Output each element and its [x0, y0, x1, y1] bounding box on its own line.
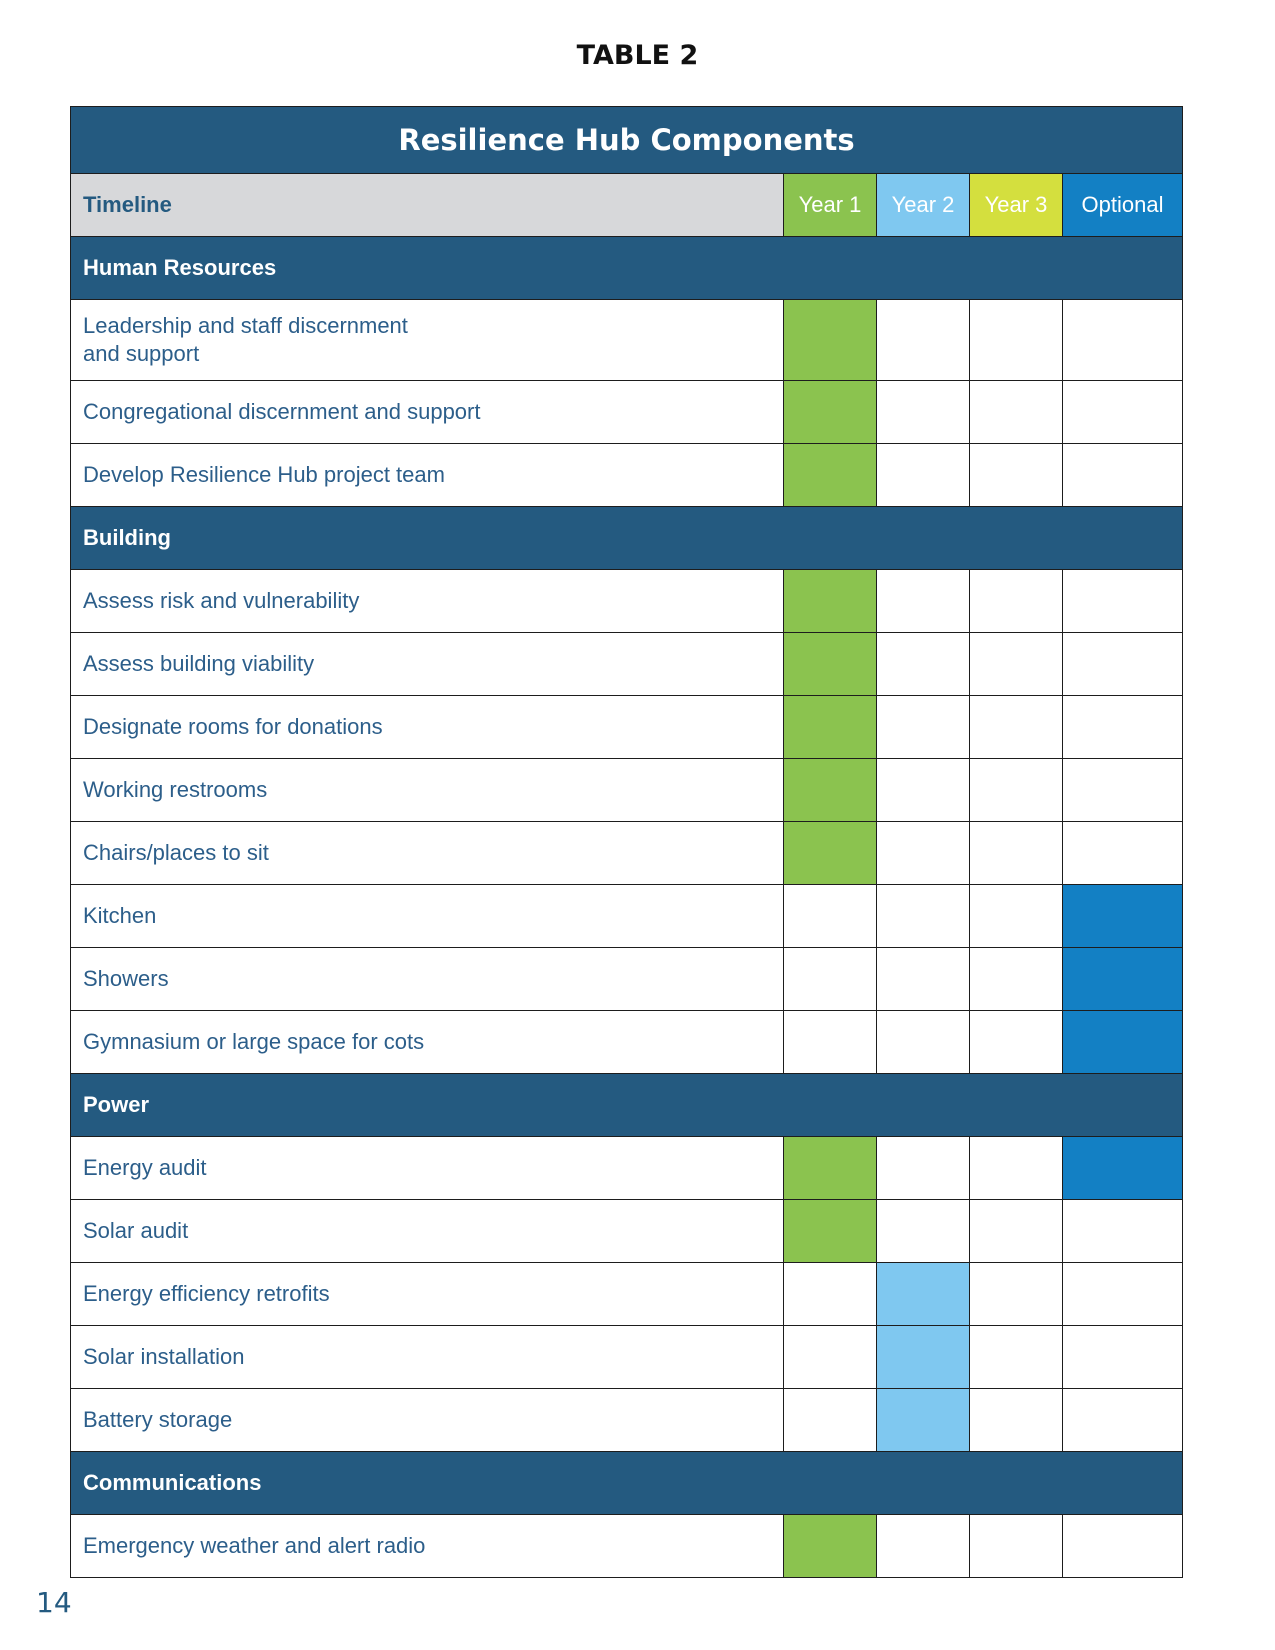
- timeline-cell-optional-empty: [1063, 1515, 1183, 1578]
- timeline-cell-optional-empty: [1063, 633, 1183, 696]
- timeline-cell-optional-empty: [1063, 1200, 1183, 1263]
- timeline-cell-year-1-marked: [784, 822, 877, 885]
- column-header-optional: Optional: [1063, 174, 1183, 237]
- section-header: Human Resources: [71, 237, 1183, 300]
- table-row: [71, 1263, 1183, 1326]
- table-title-row: [71, 107, 1183, 174]
- timeline-cell-year-3-empty: [970, 570, 1063, 633]
- table-row: [71, 1515, 1183, 1578]
- timeline-cell-year-3-empty: [970, 885, 1063, 948]
- row-label: Working restrooms: [71, 759, 784, 822]
- timeline-cell-year-1-empty: [784, 1326, 877, 1389]
- table-row: [71, 300, 1183, 381]
- timeline-cell-year-3-empty: [970, 1389, 1063, 1452]
- timeline-cell-year-2-empty: [877, 1011, 970, 1074]
- timeline-header-row: [71, 174, 1183, 237]
- row-label: Energy audit: [71, 1137, 784, 1200]
- timeline-cell-year-3-empty: [970, 1011, 1063, 1074]
- row-label: Kitchen: [71, 885, 784, 948]
- timeline-cell-year-3-empty: [970, 1200, 1063, 1263]
- timeline-cell-year-3-empty: [970, 1326, 1063, 1389]
- column-header-year-3: Year 3: [970, 174, 1063, 237]
- section-row: [71, 1074, 1183, 1137]
- table-row: [71, 885, 1183, 948]
- page-number: 14: [36, 1586, 72, 1619]
- timeline-cell-year-3-empty: [970, 300, 1063, 381]
- timeline-cell-optional-empty: [1063, 300, 1183, 381]
- row-label: Battery storage: [71, 1389, 784, 1452]
- timeline-cell-year-3-empty: [970, 759, 1063, 822]
- timeline-cell-year-1-marked: [784, 1515, 877, 1578]
- timeline-cell-year-2-empty: [877, 1137, 970, 1200]
- timeline-cell-optional-empty: [1063, 570, 1183, 633]
- resilience-hub-table: [70, 106, 1183, 1578]
- row-label: Designate rooms for donations: [71, 696, 784, 759]
- timeline-cell-year-2-empty: [877, 633, 970, 696]
- row-label: Develop Resilience Hub project team: [71, 444, 784, 507]
- timeline-cell-year-3-empty: [970, 822, 1063, 885]
- table-row: [71, 633, 1183, 696]
- table-row: [71, 696, 1183, 759]
- timeline-cell-year-2-empty: [877, 1515, 970, 1578]
- table-row: [71, 1326, 1183, 1389]
- timeline-cell-optional-empty: [1063, 1326, 1183, 1389]
- timeline-cell-year-1-marked: [784, 1200, 877, 1263]
- timeline-cell-optional-empty: [1063, 759, 1183, 822]
- timeline-cell-optional-marked: [1063, 885, 1183, 948]
- row-label: Emergency weather and alert radio: [71, 1515, 784, 1578]
- section-row: [71, 237, 1183, 300]
- timeline-cell-year-3-empty: [970, 1137, 1063, 1200]
- table-row: [71, 1389, 1183, 1452]
- column-header-year-1: Year 1: [784, 174, 877, 237]
- timeline-cell-year-1-marked: [784, 444, 877, 507]
- timeline-cell-optional-empty: [1063, 381, 1183, 444]
- page-heading: TABLE 2: [576, 40, 699, 71]
- timeline-cell-year-2-empty: [877, 948, 970, 1011]
- timeline-cell-year-2-empty: [877, 696, 970, 759]
- timeline-cell-year-1-marked: [784, 300, 877, 381]
- row-label: Gymnasium or large space for cots: [71, 1011, 784, 1074]
- table-row: [71, 1200, 1183, 1263]
- timeline-cell-year-2-empty: [877, 822, 970, 885]
- timeline-cell-year-2-empty: [877, 1200, 970, 1263]
- timeline-cell-year-1-marked: [784, 570, 877, 633]
- timeline-cell-year-3-empty: [970, 633, 1063, 696]
- timeline-cell-year-3-empty: [970, 948, 1063, 1011]
- table-title: Resilience Hub Components: [71, 107, 1183, 174]
- timeline-cell-year-3-empty: [970, 1515, 1063, 1578]
- table-row: [71, 1011, 1183, 1074]
- timeline-cell-year-3-empty: [970, 444, 1063, 507]
- timeline-cell-optional-empty: [1063, 444, 1183, 507]
- timeline-cell-year-1-marked: [784, 633, 877, 696]
- timeline-cell-year-1-marked: [784, 381, 877, 444]
- timeline-cell-optional-empty: [1063, 696, 1183, 759]
- table-row: [71, 948, 1183, 1011]
- row-label: Chairs/places to sit: [71, 822, 784, 885]
- timeline-cell-year-2-empty: [877, 570, 970, 633]
- timeline-cell-optional-marked: [1063, 948, 1183, 1011]
- timeline-cell-year-1-marked: [784, 1137, 877, 1200]
- timeline-cell-optional-empty: [1063, 822, 1183, 885]
- row-label: Assess building viability: [71, 633, 784, 696]
- row-label: Leadership and staff discernment and support: [71, 300, 784, 381]
- section-row: [71, 507, 1183, 570]
- row-label: Solar installation: [71, 1326, 784, 1389]
- timeline-cell-optional-marked: [1063, 1137, 1183, 1200]
- timeline-cell-year-1-marked: [784, 759, 877, 822]
- section-row: [71, 1452, 1183, 1515]
- row-label: Solar audit: [71, 1200, 784, 1263]
- section-header: Power: [71, 1074, 1183, 1137]
- timeline-cell-optional-marked: [1063, 1011, 1183, 1074]
- section-header: Building: [71, 507, 1183, 570]
- timeline-cell-year-2-empty: [877, 885, 970, 948]
- timeline-cell-year-2-empty: [877, 300, 970, 381]
- timeline-cell-year-3-empty: [970, 696, 1063, 759]
- table-row: [71, 822, 1183, 885]
- timeline-cell-year-2-empty: [877, 381, 970, 444]
- table-row: [71, 759, 1183, 822]
- table-row: [71, 444, 1183, 507]
- timeline-cell-year-2-empty: [877, 444, 970, 507]
- section-header: Communications: [71, 1452, 1183, 1515]
- timeline-label: Timeline: [71, 174, 784, 237]
- timeline-cell-year-1-empty: [784, 948, 877, 1011]
- column-header-year-2: Year 2: [877, 174, 970, 237]
- table-row: [71, 381, 1183, 444]
- timeline-cell-year-1-empty: [784, 1263, 877, 1326]
- row-label: Congregational discernment and support: [71, 381, 784, 444]
- timeline-cell-year-1-empty: [784, 1011, 877, 1074]
- table-row: [71, 570, 1183, 633]
- timeline-cell-optional-empty: [1063, 1263, 1183, 1326]
- timeline-cell-year-2-marked: [877, 1389, 970, 1452]
- row-label: Assess risk and vulnerability: [71, 570, 784, 633]
- table-body: [71, 237, 1183, 1578]
- timeline-cell-year-1-empty: [784, 1389, 877, 1452]
- table-row: [71, 1137, 1183, 1200]
- timeline-cell-year-1-marked: [784, 696, 877, 759]
- timeline-cell-year-2-marked: [877, 1263, 970, 1326]
- timeline-cell-year-2-empty: [877, 759, 970, 822]
- row-label: Energy efficiency retrofits: [71, 1263, 784, 1326]
- timeline-cell-year-1-empty: [784, 885, 877, 948]
- timeline-cell-year-3-empty: [970, 381, 1063, 444]
- timeline-cell-year-2-marked: [877, 1326, 970, 1389]
- timeline-cell-optional-empty: [1063, 1389, 1183, 1452]
- timeline-cell-year-3-empty: [970, 1263, 1063, 1326]
- row-label: Showers: [71, 948, 784, 1011]
